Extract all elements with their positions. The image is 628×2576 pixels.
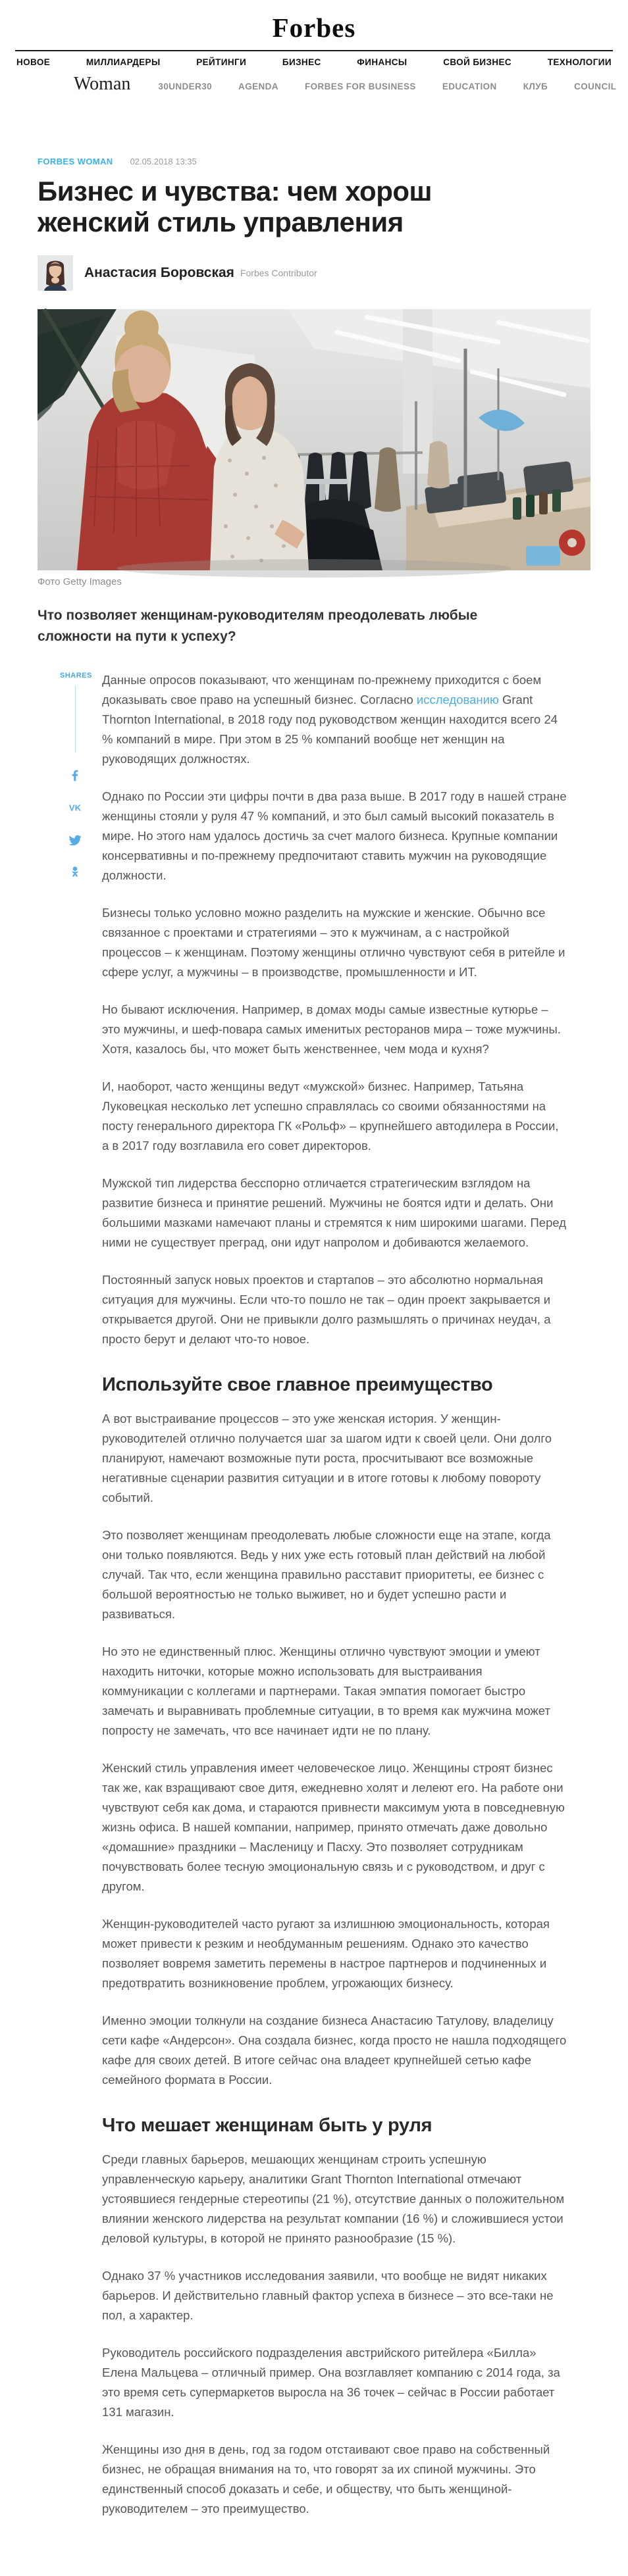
article-paragraph: Это позволяет женщинам преодолевать любые сложности еще на этапе, когда они только появляются. Ведь у них уже есть готовый план действий на любой случай. Так что, если женщина правильно расставит приоритеты, ее бизнес с большой вероятностью не только выживет, но и будет успешно расти и развиваться. (102, 1528, 551, 1621)
hero-image (38, 309, 590, 570)
top-nav-item[interactable]: НОВОЕ (16, 57, 51, 67)
article-lead: Что позволяет женщинам-руководителям преодолевать любые сложности на пути к успеху? (38, 607, 478, 645)
sub-nav-item[interactable]: 30UNDER30 (158, 82, 213, 91)
article-paragraph: Однако по России эти цифры почти в два раза выше. В 2017 году в нашей стране женщины стояли у руля 47 % компаний, и это был самый высокий показатель в мире. Но этого нам удалось достичь за счет малого бизнеса. Крупные компании консервативны и по-прежнему предпочитают ставить мужчин на руководящие должности. (102, 789, 567, 882)
top-nav-item[interactable]: МИЛЛИАРДЕРЫ (86, 57, 161, 67)
top-nav-item[interactable]: БИЗНЕС (282, 57, 321, 67)
top-nav-wrap (15, 50, 613, 72)
article-container (38, 157, 590, 2576)
article-paragraph: Среди главных барьеров, мешающих женщинам строить успешную управленческую карьеру, аналитики Grant Thornton International отмечают устоявшиеся гендерные стереотипы (21 %), отсутствие данных о положительном влиянии женского лидерства на результат компании (16 %) и сложившиеся устои деловой культуры, в которой не принято разнообразие (15 %). (102, 2152, 565, 2245)
sub-nav-item[interactable]: COUNCIL (574, 82, 617, 91)
share-divider (75, 685, 76, 753)
forbes-logo[interactable]: Forbes (272, 12, 356, 43)
article-paragraph: Однако 37 % участников исследования заявили, что вообще не видят никаких барьеров. И действительно главный фактор успеха в бизнесе – это все-таки не пол, а характер. (102, 2269, 554, 2322)
article-paragraph: Но бывают исключения. Например, в домах моды самые известные кутюрье – это мужчины, и шеф-повара самых именитых ресторанов мира – тоже мужчины. Хотя, казалось бы, что может быть женственнее, чем мода и кухня? (102, 1003, 561, 1056)
inline-link[interactable]: исследованию (416, 693, 499, 706)
woman-logo[interactable]: Woman (74, 74, 131, 94)
share-twitter-icon[interactable] (68, 833, 82, 847)
sub-nav (74, 74, 617, 103)
article-paragraph: Постоянный запуск новых проектов и стартапов – это абсолютно нормальная ситуация для мужчины. Если что-то пошло не так – один проект закрывается и открывается другой. Они не привыкли долго размышлять о причинах неудач, а просто берут и делают что-то новое. (102, 1273, 551, 1346)
page-title: Бизнес и чувства: чем хорош женский стиль управления (38, 176, 432, 238)
share-vk-icon[interactable] (68, 801, 82, 815)
author-name[interactable]: Анастасия Боровская (84, 264, 234, 280)
article-paragraph: Именно эмоции толкнули на создание бизнеса Анастасию Татулову, владелицу сети кафе «Андерсон». Она создала бизнес, когда просто не нашла подходящего кафе для своих детей. В итоге сейчас она владеет крупнейшей сетью кафе семейного формата в России. (102, 2014, 567, 2087)
author-role: Forbes Contributor (240, 267, 317, 278)
article-content (38, 670, 590, 2576)
svg-text:VK: VK (68, 803, 82, 813)
share-buttons (60, 768, 90, 879)
article-paragraph: И, наоборот, часто женщины ведут «мужской» бизнес. Например, Татьяна Луковецкая несколько лет успешно справлялась со своими обязанностями на посту генерального директора ГК «Рольф» – крупнейшего автодилера в России, а в 2017 году возглавила его совет директоров. (102, 1079, 559, 1152)
section-heading: Что мешает женщинам быть у руля (102, 2115, 432, 2136)
sub-nav-item[interactable]: EDUCATION (442, 82, 497, 91)
breadcrumb (38, 157, 590, 166)
sub-nav-item[interactable]: КЛУБ (523, 82, 548, 91)
share-rail (60, 672, 90, 897)
top-nav-item[interactable]: СВОЙ БИЗНЕС (443, 57, 512, 67)
article-paragraph: Руководитель российского подразделения австрийского ритейлера «Билла» Елена Мальцева – отличный пример. Она возглавляет компанию с 2014 года, за это время сеть супермаркетов выросла на 36 точек – сейчас в России работает 131 магазин. (102, 2346, 560, 2419)
article-paragraph: Женщин-руководителей часто ругают за излишнюю эмоциональность, которая может привести к резким и необдуманным решениям. Однако это качество позволяет вовремя заметить перемены в настрое партнеров и подчиненных и предотвратить возникновение проблем, угрожающих бизнесу. (102, 1917, 550, 1990)
article-paragraph: А вот выстраивание процессов – это уже женская история. У женщин-руководителей отлично получается шаг за шагом идти к своей цели. Они долго планируют, намечают возможные пути роста, просчитывают все возможные негативные сценарии развития ситуации и в итоге готовы к любому повороту событий. (102, 1412, 552, 1504)
sub-nav-item[interactable]: AGENDA (238, 82, 278, 91)
share-facebook-icon[interactable] (68, 768, 82, 783)
author-avatar (38, 255, 73, 291)
masthead (0, 0, 628, 43)
article-body (102, 670, 567, 2519)
article-paragraph: Бизнесы только условно можно разделить на мужские и женские. Обычно все связанное с проектами и стратегиями – это к мужчинам, а с настройкой процессов – к женщинам. Поэтому женщины отлично чувствуют себя в ритейле и сфере услуг, а мужчины – в производстве, промышленности и ИТ. (102, 906, 565, 979)
sub-nav-item[interactable]: FORBES FOR BUSINESS (304, 82, 416, 91)
top-nav-item[interactable]: ТЕХНОЛОГИИ (547, 57, 612, 67)
article-paragraph: Женский стиль управления имеет человеческое лицо. Женщины строят бизнес так же, как взращивают свое дитя, ежедневно холят и лелеют его. На работе они чувствуют себя как дома, и стараются привнести максимум уюта в повседневную жизнь офиса. В нашей компании, например, принято отмечать даже довольно «домашние» праздники – Масленицу и Пасху. Это позволяет сотрудникам почувствовать более тесную эмоциональную связь и с руководством, и друг с другом. (102, 1761, 565, 1893)
top-nav (15, 51, 613, 72)
article-paragraph: Мужской тип лидерства бесспорно отличается стратегическим взглядом на развитие бизнеса и принятие решений. Мужчины не боятся идти и делать. Они большими мазками намечают планы и стремятся к ним широкими шагами. Перед ними не существует преград, они идут напролом и добиваются желаемого. (102, 1176, 567, 1249)
top-nav-item[interactable]: ФИНАНСЫ (357, 57, 407, 67)
rubric-link[interactable]: FORBES WOMAN (38, 157, 113, 166)
photo-credit: Фото Getty Images (38, 576, 122, 587)
article-paragraph: Данные опросов показывают, что женщинам по-прежнему приходится с боем доказывать свое право на успешный бизнес. Согласно исследованию Grant Thornton International, в 2018 году под руководством женщин находится всего 24 % компаний в мире. При этом в 25 % компаний вообще нет женщин на руководящих должностях. (102, 673, 558, 766)
publish-datetime: 02.05.2018 13:35 (130, 157, 197, 166)
article-paragraph: Женщины изо дня в день, год за годом отстаивают свое право на собственный бизнес, не обращая внимания на то, что говорят за их спиной мужчины. Это единственный способ доказать и себе, и обществу, что быть женщиной-руководителем – это преимущество. (102, 2442, 550, 2515)
article-paragraph: Но это не единственный плюс. Женщины отлично чувствуют эмоции и умеют находить ниточки, которые можно использовать для выстраивания коммуникации с коллегами и партнерами. Такая эмпатия помогает быстро замечать и выравнивать проблемные ситуации, в то время как мужчина может попросту не замечать, что все начинает идти не по плану. (102, 1645, 550, 1737)
shares-label: SHARES (60, 672, 92, 680)
section-heading: Используйте свое главное преимущество (102, 1374, 493, 1395)
top-nav-item[interactable]: РЕЙТИНГИ (196, 57, 247, 67)
avatar-image (38, 255, 73, 291)
author-row (38, 255, 590, 291)
share-odnoklassniki-icon[interactable] (68, 865, 82, 879)
